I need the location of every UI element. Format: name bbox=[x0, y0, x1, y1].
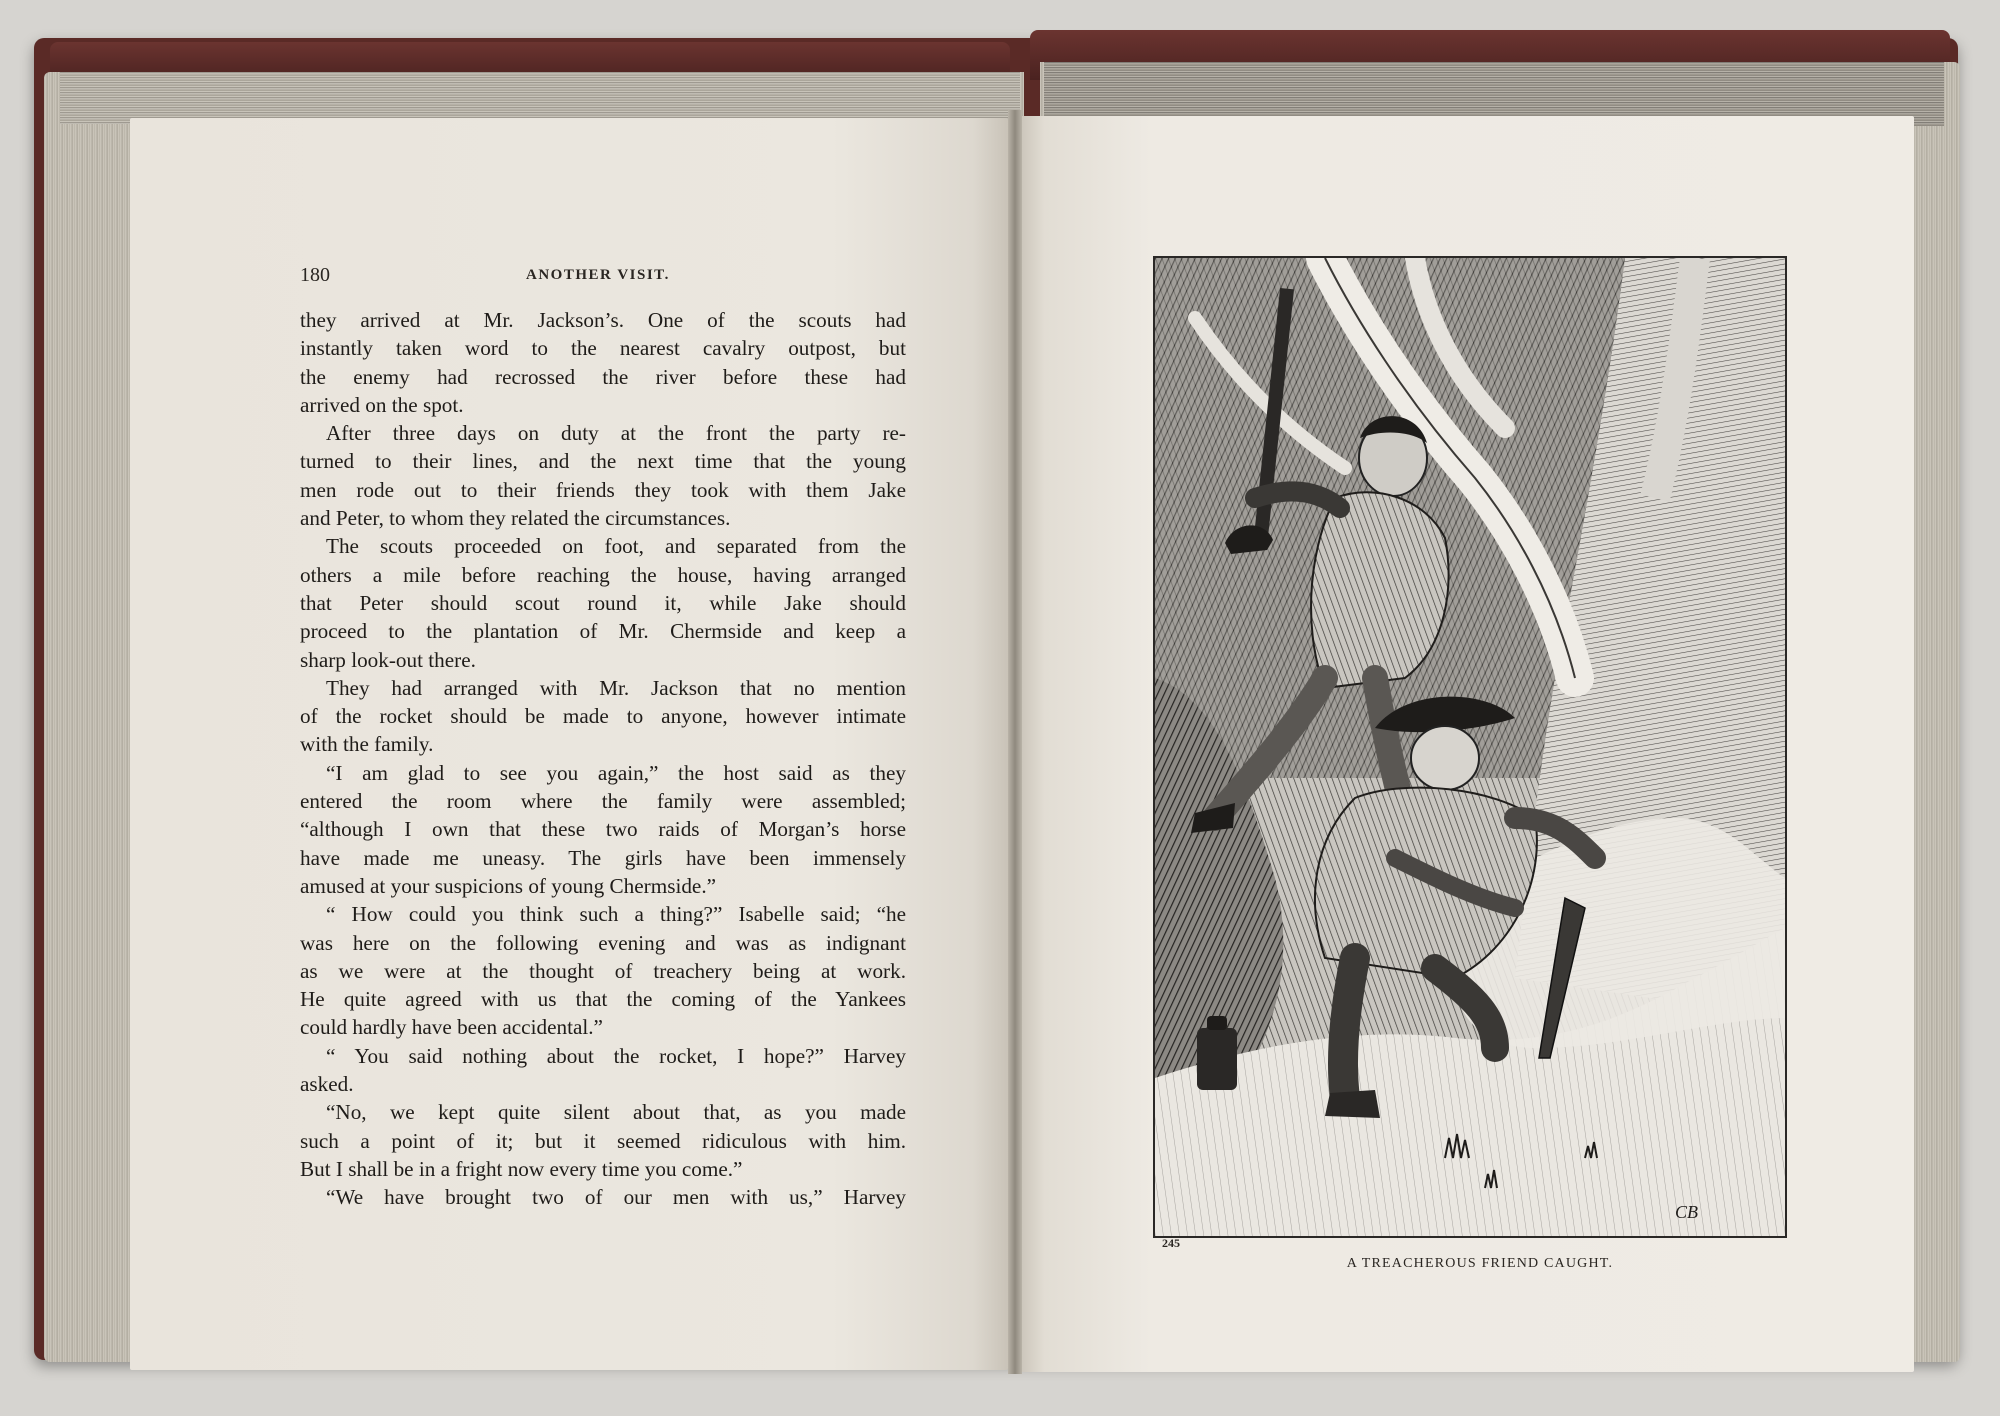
text-line: They had arranged with Mr. Jackson that no mention bbox=[326, 675, 906, 700]
text-line: asked. bbox=[300, 1072, 354, 1097]
text-line: instantly taken word to the nearest cavalry outpost, but bbox=[300, 336, 906, 361]
text-line: “No, we kept quite silent about that, as you made bbox=[326, 1100, 906, 1125]
text-line: “We have brought two of our men with us,” Harvey bbox=[326, 1185, 906, 1210]
text-line: as we were at the thought of treachery being at work. bbox=[300, 958, 906, 983]
book-gutter bbox=[1008, 110, 1022, 1374]
text-line: was here on the following evening and was as indignant bbox=[300, 930, 906, 955]
text-line: have made me uneasy. The girls have been immensely bbox=[300, 845, 906, 870]
text-line: proceed to the plantation of Mr. Chermside and keep a bbox=[300, 619, 906, 644]
engraving-drawing bbox=[1155, 258, 1785, 1236]
text-line: He quite agreed with us that the coming of the Yankees bbox=[300, 987, 906, 1012]
running-head bbox=[300, 264, 906, 290]
text-line: arrived on the spot. bbox=[300, 392, 464, 417]
text-line: turned to their lines, and the next time that the young bbox=[300, 449, 906, 474]
artist-signature: CB bbox=[1675, 1202, 1699, 1222]
text-line: “ You said nothing about the rocket, I hope?” Harvey bbox=[326, 1043, 906, 1068]
text-line: The scouts proceeded on foot, and separated from the bbox=[326, 534, 906, 559]
text-line: “I am glad to see you again,” the host said as they bbox=[326, 760, 906, 785]
text-line: the enemy had recrossed the river before these had bbox=[300, 364, 906, 389]
text-line: amused at your suspicions of young Chermside.” bbox=[300, 873, 717, 898]
text-line: “although I own that these two raids of Morgan’s horse bbox=[300, 817, 906, 842]
page-stack-top-left bbox=[60, 72, 1020, 124]
text-line: such a point of it; but it seemed ridiculous with him. bbox=[300, 1128, 906, 1153]
text-line: others a mile before reaching the house, having arranged bbox=[300, 562, 906, 587]
text-line: sharp look-out there. bbox=[300, 647, 476, 672]
text-line: could hardly have been accidental.” bbox=[300, 1015, 603, 1040]
text-line: and Peter, to whom they related the circumstances. bbox=[300, 506, 731, 531]
text-line: with the family. bbox=[300, 732, 434, 757]
plate-number: 245 bbox=[1162, 1236, 1180, 1250]
body-text bbox=[300, 306, 906, 1212]
text-line: But I shall be in a fright now every time you come.” bbox=[300, 1156, 743, 1181]
text-line: that Peter should scout round it, while Jake should bbox=[300, 590, 906, 615]
running-title: ANOTHER VISIT. bbox=[526, 267, 670, 283]
text-line: they arrived at Mr. Jackson’s. One of the scouts had bbox=[300, 308, 906, 332]
illustration-engraving bbox=[1153, 256, 1787, 1238]
text-line: of the rocket should be made to anyone, however intimate bbox=[300, 704, 906, 729]
text-line: entered the room where the family were assembled; bbox=[300, 789, 906, 814]
illustration-caption: A TREACHEROUS FRIEND CAUGHT. bbox=[1346, 1256, 1614, 1271]
text-line: “ How could you think such a thing?” Isabelle said; “he bbox=[326, 902, 906, 927]
text-line: men rode out to their friends they took with them Jake bbox=[300, 477, 906, 502]
text-line: After three days on duty at the front the party re- bbox=[326, 421, 906, 446]
page-number: 180 bbox=[300, 264, 330, 286]
